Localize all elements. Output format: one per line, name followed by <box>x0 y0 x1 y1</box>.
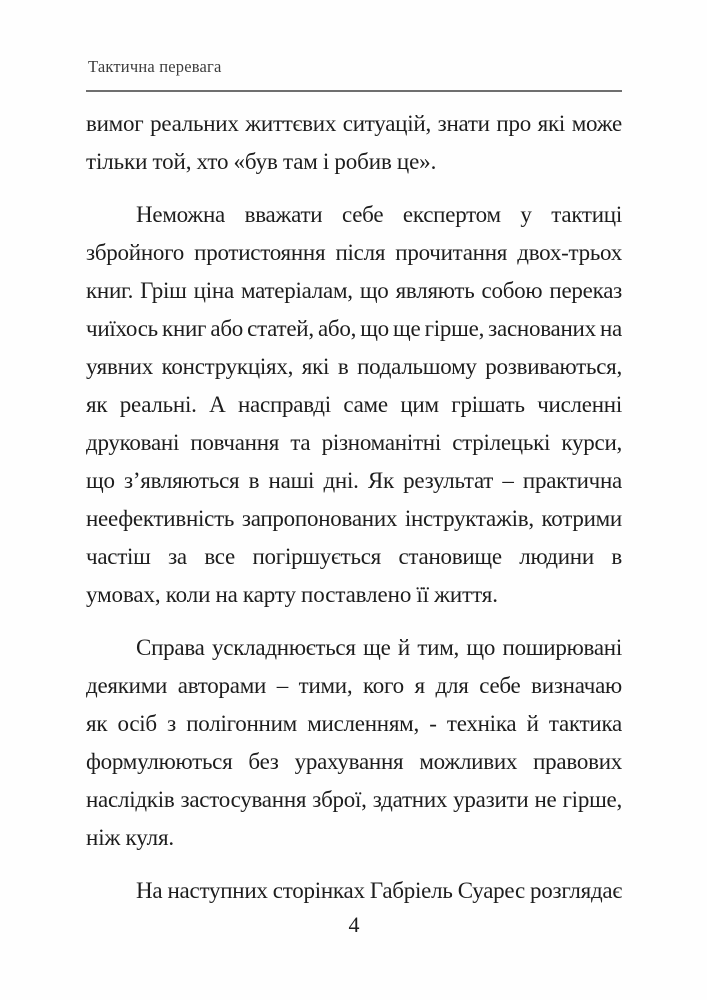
text-line: неефективність запропонованих інструктажів, котрими <box>86 506 622 531</box>
text-line: Справа ускладнюється ще й тим, що поширювані <box>136 635 622 660</box>
text-line: що з’являються в наші дні. Як результат – практична <box>86 468 622 493</box>
running-header-title: Тактична перевага <box>88 57 222 76</box>
page-body <box>86 105 622 910</box>
text-line: як осіб з полігонним мисленням, - техніка й тактика <box>86 711 622 736</box>
text-line: чиїхось книг або статей, або, що ще гірше, заснованих на <box>86 316 622 341</box>
text-line: умовах, коли на карту поставлено її життя. <box>86 582 498 607</box>
paragraph <box>86 105 622 181</box>
text-line: ніж куля. <box>86 825 175 850</box>
text-line: збройного протистояння після прочитання двох-трьох <box>86 240 622 265</box>
text-line: тільки той, хто «був там і робив це». <box>86 149 437 174</box>
text-line: книг. Гріш ціна матеріалам, що являють собою переказ <box>86 278 622 303</box>
text-line: уявних конструкціях, які в подальшому розвиваються, <box>86 354 622 379</box>
text-line: Неможна вважати себе експертом у тактиці <box>136 202 622 227</box>
header-rule <box>86 90 622 92</box>
page-footer <box>86 912 622 938</box>
text-line: друковані повчання та різноманітні стрілецькі курси, <box>86 430 622 455</box>
text-line: деякими авторами – тими, кого я для себе визначаю <box>86 673 622 698</box>
text-line: як реальні. А насправді саме цим грішать численні <box>86 392 622 417</box>
text-line: частіш за все погіршується становище людини в <box>86 544 622 569</box>
paragraph <box>86 629 622 857</box>
page-number: 4 <box>348 912 360 937</box>
paragraph <box>86 196 622 614</box>
text-line: На наступних сторінках Габріель Суарес розглядає <box>136 878 622 903</box>
text-line: формулюються без урахування можливих правових <box>86 749 622 774</box>
paragraph <box>86 872 622 910</box>
text-line: наслідків застосування зброї, здатних уразити не гірше, <box>86 787 622 812</box>
text-line: вимог реальних життєвих ситуацій, знати про які може <box>86 111 622 136</box>
